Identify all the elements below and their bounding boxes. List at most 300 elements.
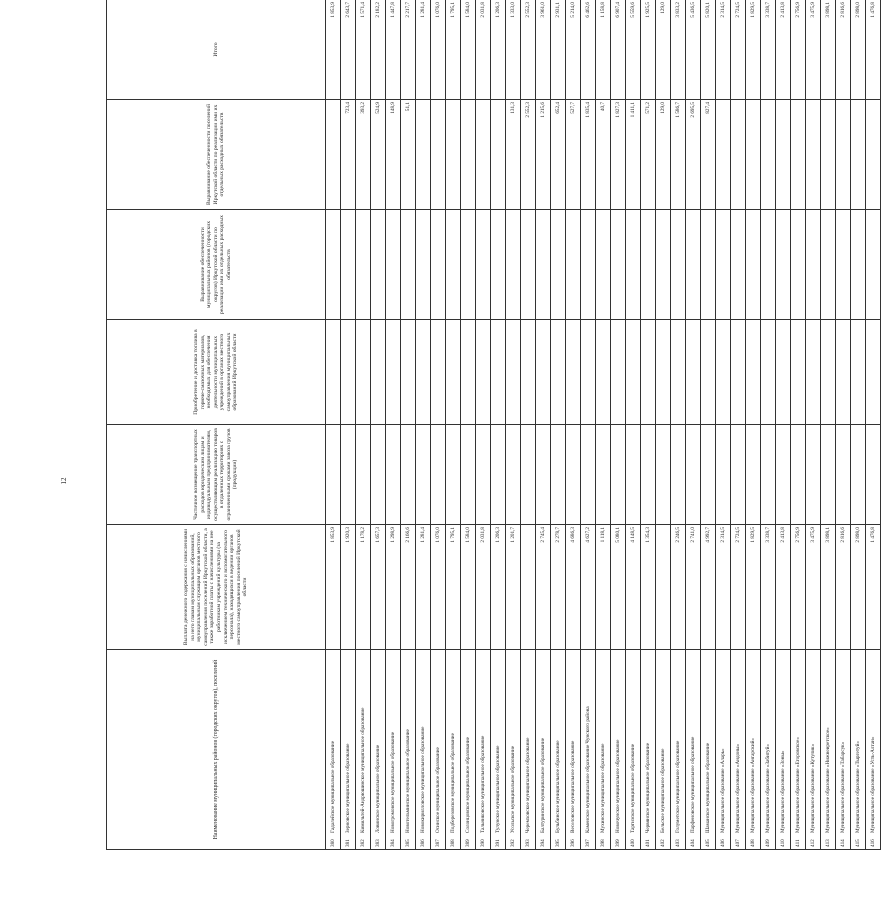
cell-total: 1 584,0 xyxy=(461,0,476,100)
cell-total: 2 643,7 xyxy=(341,0,356,100)
cell-total: 1 158,8 xyxy=(596,0,611,100)
municipality-name: Каменское муниципальное образование Чунского района xyxy=(585,706,591,833)
cell-fuel xyxy=(671,320,686,425)
cell-transport xyxy=(356,425,371,525)
table-row xyxy=(566,0,581,850)
cell-fuel xyxy=(596,320,611,425)
cell-municipality xyxy=(431,650,446,850)
cell-municipality xyxy=(551,650,566,850)
cell-fuel xyxy=(341,320,356,425)
row-number: 411 xyxy=(795,839,801,847)
row-number: 381 xyxy=(345,839,351,847)
cell-transport xyxy=(746,425,761,525)
cell-municipality xyxy=(356,650,371,850)
cell-settlements: 1 586,7 xyxy=(671,100,686,210)
cell-municipality xyxy=(401,650,416,850)
municipality-name: Гадалейское муниципальное образование xyxy=(330,740,336,833)
cell-total: 3 338,7 xyxy=(761,0,776,100)
cell-transport xyxy=(521,425,536,525)
table-row xyxy=(716,0,731,850)
municipality-name: Таргизское муниципальное образование xyxy=(630,743,636,833)
cell-transport xyxy=(341,425,356,525)
cell-municipality xyxy=(626,650,641,850)
table-row xyxy=(326,0,341,850)
table-row xyxy=(446,0,461,850)
cell-salary: 1 795,1 xyxy=(446,525,461,650)
municipality-name: Бульбинское муниципальное образование xyxy=(555,740,561,833)
table-row xyxy=(416,0,431,850)
cell-settlements: 2 552,3 xyxy=(521,100,536,210)
cell-municipality xyxy=(596,650,611,850)
cell-settlements: 1 411,1 xyxy=(626,100,641,210)
cell-municipality xyxy=(386,650,401,850)
cell-total: 1 829,5 xyxy=(746,0,761,100)
municipality-name: Зерновское муниципальное образование xyxy=(345,743,351,833)
cell-transport xyxy=(761,425,776,525)
cell-transport xyxy=(791,425,806,525)
table-row xyxy=(491,0,506,850)
cell-settlements: 652,4 xyxy=(551,100,566,210)
table-row xyxy=(521,0,536,850)
cell-transport xyxy=(476,425,491,525)
row-number: 413 xyxy=(825,839,831,847)
cell-transport xyxy=(626,425,641,525)
municipality-name: Новочунское муниципальное образование xyxy=(615,739,621,833)
cell-salary: 2 031,8 xyxy=(476,525,491,650)
cell-transport xyxy=(686,425,701,525)
cell-fuel xyxy=(791,320,806,425)
cell-salary: 3 475,9 xyxy=(806,525,821,650)
cell-districts xyxy=(596,210,611,320)
cell-districts xyxy=(326,210,341,320)
row-number: 383 xyxy=(375,839,381,847)
municipality-name: Муниципальное образование «Егоровское» xyxy=(795,737,801,833)
cell-fuel xyxy=(731,320,746,425)
row-number: 402 xyxy=(660,839,666,847)
cell-transport xyxy=(371,425,386,525)
header-cell-districts: Выравнивание обеспеченности муниципальных районов (городских округов) Иркутской области по реализации ими их отдельных расходных обязательств xyxy=(107,210,326,320)
cell-districts xyxy=(476,210,491,320)
cell-total: 2 217,7 xyxy=(401,0,416,100)
municipality-name: Муниципальное образование «Табарсук» xyxy=(840,741,846,833)
row-number: 388 xyxy=(450,839,456,847)
cell-transport xyxy=(806,425,821,525)
cell-municipality xyxy=(746,650,761,850)
cell-settlements xyxy=(416,100,431,210)
row-number: 415 xyxy=(855,839,861,847)
cell-total: 1 925,5 xyxy=(641,0,656,100)
cell-fuel xyxy=(761,320,776,425)
row-number: 408 xyxy=(750,839,756,847)
cell-transport xyxy=(656,425,671,525)
cell-transport xyxy=(716,425,731,525)
cell-municipality xyxy=(581,650,596,850)
cell-salary: 2 898,0 xyxy=(851,525,866,650)
cell-municipality xyxy=(341,650,356,850)
table-row xyxy=(536,0,551,850)
cell-total: 5 820,1 xyxy=(701,0,716,100)
cell-fuel xyxy=(851,320,866,425)
table-row xyxy=(551,0,566,850)
cell-municipality xyxy=(521,650,536,850)
header-cell-name: Наименование муниципальных районов (городских округов), поселений xyxy=(107,650,326,850)
cell-districts xyxy=(611,210,626,320)
row-number: 390 xyxy=(480,839,486,847)
municipality-name: Муниципальное образование «Забитуй» xyxy=(765,744,771,833)
cell-settlements xyxy=(746,100,761,210)
municipality-name: Новокирилловское муниципальное образование xyxy=(420,726,426,833)
header-row xyxy=(107,0,326,850)
municipality-name: Кимильтей-Андрюшинское муниципальное образование xyxy=(360,707,366,833)
cell-districts xyxy=(581,210,596,320)
row-number: 386 xyxy=(420,839,426,847)
municipality-name: Тулунское муниципальное образование xyxy=(495,745,501,833)
cell-total: 1 206,3 xyxy=(491,0,506,100)
budget-table xyxy=(106,0,881,850)
cell-total: 2 898,0 xyxy=(851,0,866,100)
cell-districts xyxy=(656,210,671,320)
cell-salary: 2 166,6 xyxy=(401,525,416,650)
municipality-name: Черемховское муниципальное образование xyxy=(525,737,531,833)
cell-settlements: 2 695,5 xyxy=(686,100,701,210)
cell-transport xyxy=(641,425,656,525)
table-row xyxy=(686,0,701,850)
table-row xyxy=(731,0,746,850)
cell-municipality xyxy=(371,650,386,850)
cell-total: 6 907,4 xyxy=(611,0,626,100)
municipality-name: Новотельминское муниципальное образование xyxy=(405,729,411,833)
municipality-name: Подберезовское муниципальное образование xyxy=(450,733,456,833)
cell-salary: 2 314,5 xyxy=(716,525,731,650)
municipality-name: Шаманское муниципальное образование xyxy=(705,742,711,833)
cell-transport xyxy=(551,425,566,525)
cell-salary: 4 148,5 xyxy=(626,525,641,650)
cell-districts xyxy=(686,210,701,320)
cell-municipality xyxy=(506,650,521,850)
cell-settlements xyxy=(866,100,881,210)
table-row xyxy=(776,0,791,850)
cell-transport xyxy=(446,425,461,525)
cell-fuel xyxy=(326,320,341,425)
municipality-name: Муниципальное образование «Зоны» xyxy=(780,750,786,833)
table-row xyxy=(836,0,851,850)
row-number: 392 xyxy=(510,839,516,847)
cell-districts xyxy=(506,210,521,320)
cell-districts xyxy=(536,210,551,320)
cell-municipality xyxy=(866,650,881,850)
cell-total: 3 475,9 xyxy=(806,0,821,100)
cell-fuel xyxy=(356,320,371,425)
row-number: 405 xyxy=(705,839,711,847)
cell-districts xyxy=(626,210,641,320)
municipality-name: Муниципальное образование «Усть-Алтан» xyxy=(870,736,876,833)
cell-settlements: 1 827,3 xyxy=(611,100,626,210)
cell-districts xyxy=(566,210,581,320)
cell-districts xyxy=(821,210,836,320)
cell-transport xyxy=(416,425,431,525)
municipality-name: Веселовское муниципальное образование xyxy=(570,740,576,833)
cell-settlements xyxy=(326,100,341,210)
cell-districts xyxy=(461,210,476,320)
cell-transport xyxy=(671,425,686,525)
cell-districts xyxy=(776,210,791,320)
cell-districts xyxy=(341,210,356,320)
cell-transport xyxy=(461,425,476,525)
table-row xyxy=(341,0,356,850)
cell-transport xyxy=(866,425,881,525)
cell-transport xyxy=(326,425,341,525)
cell-salary: 1 298,9 xyxy=(386,525,401,650)
cell-settlements xyxy=(716,100,731,210)
cell-fuel xyxy=(536,320,551,425)
cell-fuel xyxy=(716,320,731,425)
cell-districts xyxy=(791,210,806,320)
cell-transport xyxy=(506,425,521,525)
municipality-name: Муниципальное образование «Нижнеиретское» xyxy=(825,727,831,833)
cell-municipality xyxy=(791,650,806,850)
cell-municipality xyxy=(656,650,671,850)
row-number: 382 xyxy=(360,839,366,847)
cell-settlements: 131,3 xyxy=(506,100,521,210)
cell-fuel xyxy=(551,320,566,425)
cell-settlements: 524,9 xyxy=(371,100,386,210)
cell-fuel xyxy=(386,320,401,425)
cell-transport xyxy=(851,425,866,525)
cell-municipality xyxy=(476,650,491,850)
table-row xyxy=(371,0,386,850)
cell-salary: 2 246,5 xyxy=(671,525,686,650)
cell-salary: 1 281,4 xyxy=(416,525,431,650)
cell-salary: 1 118,1 xyxy=(596,525,611,650)
cell-districts xyxy=(416,210,431,320)
cell-total: 2 724,5 xyxy=(731,0,746,100)
cell-transport xyxy=(566,425,581,525)
cell-salary: 3 338,7 xyxy=(761,525,776,650)
cell-fuel xyxy=(656,320,671,425)
cell-total: 1 333,0 xyxy=(506,0,521,100)
row-number: 412 xyxy=(810,839,816,847)
cell-salary: 1 076,0 xyxy=(431,525,446,650)
cell-salary: 4 992,7 xyxy=(701,525,716,650)
cell-fuel xyxy=(641,320,656,425)
municipality-name: Тальниковское муниципальное образование xyxy=(480,735,486,833)
cell-municipality xyxy=(611,650,626,850)
row-number: 380 xyxy=(330,839,336,847)
row-number: 401 xyxy=(645,839,651,847)
cell-salary: 2 745,4 xyxy=(536,525,551,650)
table-row xyxy=(626,0,641,850)
cell-municipality xyxy=(461,650,476,850)
cell-salary xyxy=(521,525,536,650)
cell-fuel xyxy=(821,320,836,425)
cell-total: 1 795,1 xyxy=(446,0,461,100)
cell-municipality xyxy=(686,650,701,850)
cell-fuel xyxy=(371,320,386,425)
cell-settlements: 527,7 xyxy=(566,100,581,210)
cell-total: 129,0 xyxy=(656,0,671,100)
cell-municipality xyxy=(641,650,656,850)
table-row xyxy=(701,0,716,850)
cell-total: 1 447,8 xyxy=(386,0,401,100)
cell-transport xyxy=(611,425,626,525)
cell-salary: 4 686,3 xyxy=(566,525,581,650)
cell-districts xyxy=(866,210,881,320)
table-row xyxy=(866,0,881,850)
table-row xyxy=(401,0,416,850)
cell-settlements xyxy=(476,100,491,210)
cell-total: 3 898,1 xyxy=(821,0,836,100)
cell-settlements xyxy=(836,100,851,210)
table-row xyxy=(461,0,476,850)
cell-settlements xyxy=(821,100,836,210)
cell-districts xyxy=(806,210,821,320)
table-row xyxy=(506,0,521,850)
cell-districts xyxy=(521,210,536,320)
cell-fuel xyxy=(446,320,461,425)
cell-fuel xyxy=(746,320,761,425)
cell-municipality xyxy=(851,650,866,850)
cell-transport xyxy=(581,425,596,525)
cell-municipality xyxy=(491,650,506,850)
cell-salary: 2 816,6 xyxy=(836,525,851,650)
row-number: 385 xyxy=(405,839,411,847)
cell-total: 1 476,8 xyxy=(866,0,881,100)
cell-municipality xyxy=(776,650,791,850)
cell-salary: 1 206,3 xyxy=(491,525,506,650)
cell-districts xyxy=(836,210,851,320)
cell-total: 2 182,2 xyxy=(371,0,386,100)
cell-total: 1 571,4 xyxy=(356,0,371,100)
municipality-name: Бельское муниципальное образование xyxy=(660,748,666,833)
cell-fuel xyxy=(686,320,701,425)
cell-total: 1 281,4 xyxy=(416,0,431,100)
cell-fuel xyxy=(566,320,581,425)
cell-municipality xyxy=(326,650,341,850)
cell-municipality xyxy=(446,650,461,850)
cell-fuel xyxy=(626,320,641,425)
municipality-name: Голуметское муниципальное образование xyxy=(675,740,681,833)
cell-municipality xyxy=(416,650,431,850)
cell-districts xyxy=(761,210,776,320)
page-number: 12 xyxy=(60,477,68,485)
cell-fuel xyxy=(611,320,626,425)
cell-transport xyxy=(491,425,506,525)
table-row xyxy=(476,0,491,850)
cell-settlements: 40,7 xyxy=(596,100,611,210)
cell-total: 2 031,8 xyxy=(476,0,491,100)
cell-total: 2 413,8 xyxy=(776,0,791,100)
municipality-name: Муниципальное образование «Кутулик» xyxy=(810,743,816,833)
cell-settlements xyxy=(851,100,866,210)
row-number: 404 xyxy=(690,839,696,847)
row-number: 391 xyxy=(495,839,501,847)
cell-transport xyxy=(401,425,416,525)
cell-municipality xyxy=(536,650,551,850)
cell-fuel xyxy=(701,320,716,425)
cell-districts xyxy=(386,210,401,320)
cell-settlements xyxy=(731,100,746,210)
cell-settlements: 723,4 xyxy=(341,100,356,210)
table-row xyxy=(656,0,671,850)
cell-fuel xyxy=(461,320,476,425)
cell-fuel xyxy=(776,320,791,425)
cell-transport xyxy=(386,425,401,525)
header-cell-total: Итого xyxy=(107,0,326,100)
municipality-name: Парфеновское муниципальное образование xyxy=(690,736,696,833)
table-row xyxy=(821,0,836,850)
municipality-name: Муниципальное образование «Тыргетуй» xyxy=(855,741,861,833)
cell-total: 5 559,6 xyxy=(626,0,641,100)
row-number: 406 xyxy=(720,839,726,847)
table-row xyxy=(386,0,401,850)
table-body xyxy=(326,0,881,850)
cell-total: 6 462,6 xyxy=(581,0,596,100)
cell-settlements xyxy=(806,100,821,210)
cell-total: 1 076,0 xyxy=(431,0,446,100)
cell-salary: 2 756,9 xyxy=(791,525,806,650)
cell-salary: 1 178,2 xyxy=(356,525,371,650)
table-row xyxy=(761,0,776,850)
cell-transport xyxy=(821,425,836,525)
cell-transport xyxy=(701,425,716,525)
cell-salary: 5 080,1 xyxy=(611,525,626,650)
cell-municipality xyxy=(761,650,776,850)
cell-fuel xyxy=(506,320,521,425)
cell-settlements: 1 835,4 xyxy=(581,100,596,210)
header-cell-fuel: Приобретение и доставка топлива в горюче-смазочных материалов, необходимых для обеспечения деятельности муниципальных учреждений в органах местного самоуправления муниципальных образований Иркутской области xyxy=(107,320,326,425)
cell-salary: 2 741,0 xyxy=(686,525,701,650)
cell-salary: 1 354,3 xyxy=(641,525,656,650)
cell-settlements xyxy=(761,100,776,210)
row-number: 403 xyxy=(675,839,681,847)
cell-total: 5 436,5 xyxy=(686,0,701,100)
cell-districts xyxy=(356,210,371,320)
row-number: 395 xyxy=(555,839,561,847)
table-row xyxy=(851,0,866,850)
cell-municipality xyxy=(671,650,686,850)
municipality-name: Балтуринское муниципальное образование xyxy=(540,737,546,833)
table-row xyxy=(431,0,446,850)
cell-transport xyxy=(536,425,551,525)
cell-municipality xyxy=(821,650,836,850)
cell-total: 1 853,9 xyxy=(326,0,341,100)
cell-salary: 1 476,8 xyxy=(866,525,881,650)
cell-transport xyxy=(836,425,851,525)
cell-municipality xyxy=(806,650,821,850)
row-number: 399 xyxy=(615,839,621,847)
cell-total: 3 833,2 xyxy=(671,0,686,100)
municipality-name: Муниципальное образование «Аларь» xyxy=(720,748,726,833)
table-row xyxy=(581,0,596,850)
cell-fuel xyxy=(401,320,416,425)
cell-districts xyxy=(746,210,761,320)
cell-municipality xyxy=(836,650,851,850)
cell-districts xyxy=(401,210,416,320)
cell-settlements: 1 215,6 xyxy=(536,100,551,210)
cell-transport xyxy=(596,425,611,525)
cell-total: 3 961,0 xyxy=(536,0,551,100)
cell-salary: 3 898,1 xyxy=(821,525,836,650)
cell-districts xyxy=(731,210,746,320)
cell-salary: 2 278,7 xyxy=(551,525,566,650)
row-number: 409 xyxy=(765,839,771,847)
cell-fuel xyxy=(491,320,506,425)
municipality-name: Муниципальное образование «Ангарский» xyxy=(750,738,756,833)
header-cell-settlements: Выравнивание обеспеченности поселений Иркутской области по реализации ими их отдельных расходных обязательств xyxy=(107,100,326,210)
cell-total: 2 756,9 xyxy=(791,0,806,100)
header-cell-salary: Выплата денежного содержания с начислениями на него главам муниципальных образований, муниципальным служащим органов местного самоуправления поселений Иркутской области, а также заработной платы с начислениями на нее работникам учреждений культуры (за исключением технического и вспомогательного персонала), находящихся в ведении органов местного самоуправления поселений Иркутской области xyxy=(107,525,326,650)
cell-settlements: 393,2 xyxy=(356,100,371,210)
